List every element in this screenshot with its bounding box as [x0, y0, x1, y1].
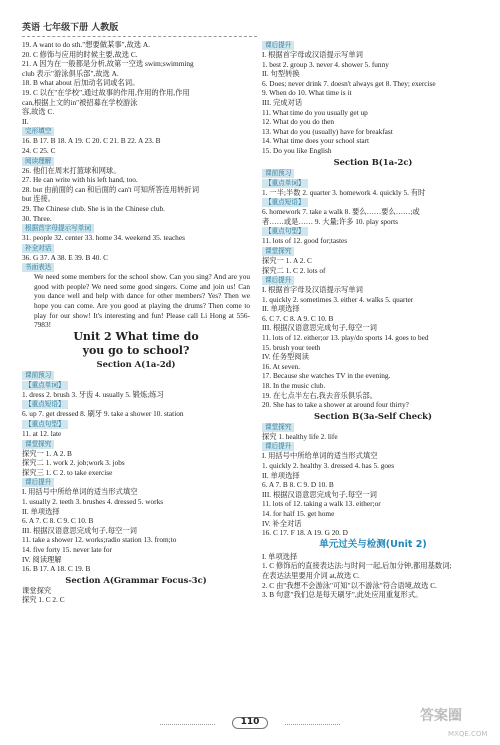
answer-line: I. 根据首字母及汉语提示写单词 [262, 285, 363, 295]
answer-line: II. 单项选择 [262, 304, 300, 314]
answer-line: 9. When do 10. What time is it [262, 88, 352, 98]
section-tag: 补全对话 [22, 244, 54, 253]
answer-line: 6. C 7. C 8. A 9. C 10. B [262, 313, 334, 323]
answer-line: IV. 任务型阅读 [262, 352, 309, 362]
section-tag: 课后提升 [262, 442, 294, 451]
answer-line: 12. What do you do then [262, 117, 335, 127]
page-header: 英语 七年级下册 人教版 [22, 23, 119, 33]
section-tag: 【重点单词】 [262, 179, 308, 188]
section-tag: 【重点短语】 [22, 400, 68, 409]
answer-line: 6. A 7. C 8. C 9. C 10. B [22, 516, 94, 526]
section-tag-row [262, 275, 484, 285]
answer-line: 11. take a shower 12. works;radio station 13. from;to [22, 535, 177, 545]
section-tag: 课后提升 [262, 276, 294, 285]
answer-line: 11. lots of 12. taking a walk 13. either;or [262, 499, 381, 509]
answer-line: 1. quickly 2. sometimes 3. either 4. walks 5. quarter [262, 294, 414, 304]
answer-line: III. 根据汉语意思完成句子,每空一词 [22, 525, 137, 535]
answer-line: 16. C 17. F 18. A 19. G 20. D [262, 528, 348, 538]
footer-dots-left [160, 724, 215, 725]
answer-line: 6. homework 7. take a walk 8. 要么……要么……;或 [262, 207, 420, 217]
answer-line: 课堂探究 [22, 585, 52, 595]
section-tag-row [262, 226, 484, 236]
answer-line: 26. 他们在周末打篮球和网球。 [22, 165, 121, 175]
answer-line: IV. 阅读理解 [22, 554, 62, 564]
section-tag: 完形填空 [22, 127, 54, 136]
answer-line: 1. best 2. group 3. never 4. shower 5. funny [262, 59, 389, 69]
section-tag: 课后提升 [22, 478, 54, 487]
answer-line: 11. lots of 12. good for;tastes [262, 236, 348, 246]
section-tag: 【重点句型】 [262, 227, 308, 236]
answer-line: 31. people 32. center 33. home 34. weekend 35. teaches [22, 233, 185, 243]
answer-line: 30. Three. [22, 213, 52, 223]
answer-line: I. 用括号中所给单词的适当形式填空 [262, 451, 378, 461]
answer-line: III. 根据汉语意思完成句子,每空一词 [262, 323, 377, 333]
unit-test-title: 单元过关与检测(Unit 2) [319, 538, 427, 550]
section-tag-row [262, 246, 484, 256]
answer-line: II. 单项选择 [262, 470, 300, 480]
answer-line: 11. lots of 12. either;or 13. play/do sports 14. goes to bed [262, 333, 429, 343]
section-tag-row [22, 477, 250, 487]
answer-line: 1. dress 2. brush 3. 牙齿 4. usually 5. 锻炼;练习 [22, 389, 164, 399]
essay-paragraph: We need some members for the school show. Can you sing? And are you good with people? We need some good singers. Come and join us! Can you dance well and help with dance for other members? Yes? Then we hope you can come. Are you good at playing the drums? Then come to play for our show! It's interesting and fun! Please call Li Hong at 556-7983! [34, 272, 250, 330]
answer-line: 20. She has to take a shower at around four thirty? [262, 400, 409, 410]
answer-line: 探究二 1. C 2. lots of [262, 265, 326, 275]
section-tag-row [262, 422, 484, 432]
answer-line: III. 完成对话 [262, 97, 303, 107]
section-tag: 书面表达 [22, 263, 54, 272]
section-tag: 阅读理解 [22, 157, 54, 166]
section-tag-row [262, 178, 484, 188]
answer-line: 14. five forty 15. never late for [22, 544, 112, 554]
answer-line: 者……或是…… 9. 大量;许多 10. play sports [262, 216, 399, 226]
answer-line: 3. B 句意"我们总是每天刷牙",此处应用重复形式。 [262, 590, 423, 600]
section-tag-row [22, 262, 250, 272]
answer-line: II. 单项选择 [22, 506, 60, 516]
answer-line: club 表示"游泳俱乐部",故选 A. [22, 68, 119, 78]
answer-line: 15. brush your teeth [262, 342, 321, 352]
section-title: Section A(1a-2d) [96, 358, 176, 369]
header-divider [22, 36, 257, 37]
answer-line: 6. Does; never drink 7. doesn't always get 8. They; exercise [262, 78, 436, 88]
answer-line: 28. but 由前面的 can 和后面的 can't 可知所答连用转折词 [22, 184, 200, 194]
answer-line: 16. B 17. B 18. A 19. C 20. C 21. B 22. A 23. B [22, 136, 161, 146]
section-tag: 课堂探究 [22, 440, 54, 449]
section-tag-row [262, 168, 484, 178]
answer-line: I. 用括号中所给单词的适当形式填空 [22, 487, 138, 497]
section-tag: 课前预习 [22, 371, 54, 380]
page-number: 110 [220, 717, 280, 731]
answer-line: 6. A 7. B 8. C 9. D 10. B [262, 480, 334, 490]
section-tag: 课后提升 [262, 41, 294, 50]
answer-line: 17. Because she watches TV in the evening. [262, 371, 391, 381]
answer-line: 探究二 1. work 2. job;work 3. jobs [22, 458, 125, 468]
answer-line: 18. B what about 后加动名词或名词。 [22, 78, 140, 88]
answer-line: 16. B 17. A 18. C 19. B [22, 564, 91, 574]
section-tag-row [262, 197, 484, 207]
answer-line: 1. 一半;半数 2. quarter 3. homework 4. quickly 5. 有时 [262, 187, 426, 197]
section-tag-row [22, 126, 250, 136]
answer-line: can,根据上文的in"被招募在学校游泳 [22, 97, 138, 107]
section-tag: 课堂探究 [262, 247, 294, 256]
section-tag-row [22, 419, 250, 429]
answer-line: II. 句型转换 [262, 69, 300, 79]
unit-title: Unit 2 What time do [73, 329, 199, 343]
watermark-logo: 答案圈 [420, 708, 462, 724]
section-title: Section A(Grammar Focus-3c) [65, 574, 207, 585]
answer-line: 19. C 以在"在学校",通过故事的作用,作用的作用,作用 [22, 87, 190, 97]
section-title: Section B(1a-2c) [333, 156, 413, 167]
unit-title: you go to school? [82, 343, 190, 357]
answer-line: 探究一 1. A 2. B [22, 448, 72, 458]
section-tag-row [262, 40, 484, 50]
section-tag: 课前预习 [262, 169, 294, 178]
answer-line: III. 根据汉语意思完成句子,每空一词 [262, 489, 377, 499]
section-tag-row [22, 223, 250, 233]
answer-line: IV. 补全对话 [262, 518, 302, 528]
answer-line: 探究三 1. C 2. to take exercise [22, 467, 113, 477]
section-tag: 根据首字母提示写单词 [22, 224, 94, 233]
answer-line: 13. What do you (usually) have for breakfast [262, 126, 393, 136]
answer-line: 11. What time do you usually get up [262, 107, 368, 117]
section-tag-row [22, 156, 250, 166]
answer-line: I. 根据首字母或汉语提示写单词 [262, 50, 363, 59]
answer-line: 2. C 由"我想不会游泳"可知"以不游泳"符合语境,故选 C. [262, 580, 437, 590]
watermark-url: MXQE.COM [448, 730, 488, 738]
answer-line: 19. 在七点半左右,我去音乐俱乐部。 [262, 390, 377, 400]
answer-line: II. [22, 116, 29, 126]
answer-line: 1. usually 2. teeth 3. brushes 4. dressed 5. works [22, 497, 164, 506]
answer-line: 20. C 修饰与应用的时候主要,故选 C. [22, 49, 138, 59]
section-tag: 【重点句型】 [22, 420, 68, 429]
answer-line: 在表达法里要用介词 at,故选 C. [262, 570, 360, 580]
answer-line: 容,故选 C. [22, 107, 55, 117]
footer-dots-right [285, 724, 340, 725]
answer-line: I. 单项选择 [262, 551, 298, 561]
answer-line: 36. G 37. A 38. E 39. B 40. C [22, 252, 108, 262]
section-tag: 【重点单词】 [22, 381, 68, 390]
section-tag: 【重点短语】 [262, 198, 308, 207]
section-tag-row [262, 441, 484, 451]
answer-line: 6. up 7. get dressed 8. 刷牙 9. take a shower 10. station [22, 409, 184, 419]
answer-line: 18. In the music club. [262, 381, 326, 391]
section-tag-row [22, 370, 250, 380]
answer-line: 14. for half 15. get home [262, 508, 335, 518]
answer-line: 16. At seven. [262, 361, 301, 371]
answer-line: 19. A want to do sth."想要做某事",故选 A. [22, 40, 150, 49]
answer-line: 探究一 1. A 2. C [262, 255, 312, 265]
section-title: Section B(3a-Self Check) [314, 410, 432, 421]
right-column [262, 40, 484, 600]
answer-line: 24. C 25. C [22, 145, 56, 155]
section-tag: 课堂探究 [262, 423, 294, 432]
section-tag-row [22, 399, 250, 409]
answer-line: 11. at 12. late [22, 429, 62, 439]
answer-line: 探究 1. C 2. C [22, 595, 65, 605]
section-tag-row [22, 380, 250, 390]
answer-line: 15. Do you like English [262, 145, 332, 155]
answer-line: 27. He can write with his left hand, too. [22, 175, 138, 185]
section-tag-row [22, 243, 250, 253]
answer-line: 1. C 修饰后的直接表达法:与时间一起,后加分钟,都用基数词; [262, 561, 452, 571]
answer-line: 21. A 因为在一般都是分析,故第一空选 swim;swimming [22, 59, 194, 69]
answer-line: 1. quickly 2. healthy 3. dressed 4. has 5. goes [262, 461, 395, 470]
section-tag-row [22, 439, 250, 449]
left-column [22, 40, 250, 605]
answer-line: 29. The Chinese club. She is in the Chinese club. [22, 203, 165, 213]
answer-line: 探究 1. healthy life 2. life [262, 431, 338, 441]
answer-line: but 连接。 [22, 194, 56, 204]
answer-line: 14. What time does your school start [262, 136, 370, 146]
